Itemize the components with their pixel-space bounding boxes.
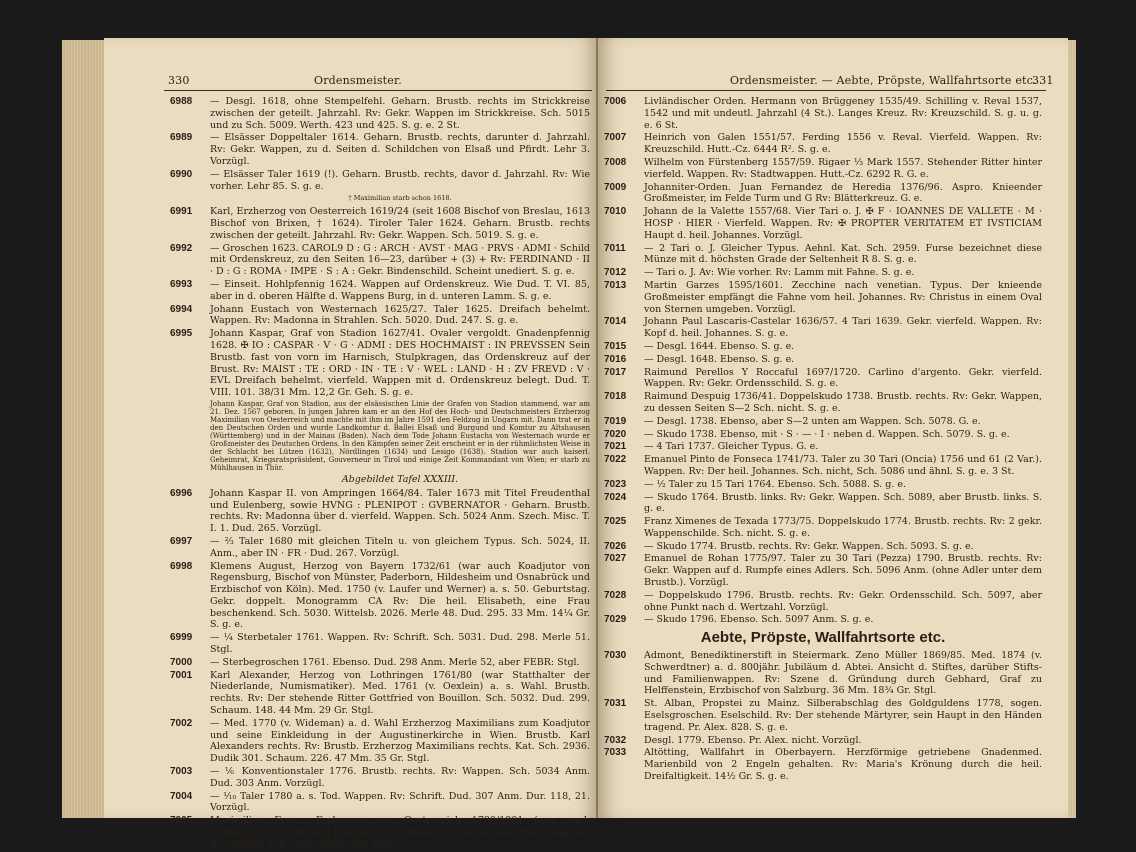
left-page: [104, 38, 598, 850]
lot-number: 6995: [170, 328, 193, 340]
lot-description: Heinrich von Galen 1551/57. Ferding 1556 v. Reval. Vierfeld. Wappen. Rv: Kreuzschild. Hutt.-Cz. 6444 R². S. g. e.: [644, 132, 1042, 156]
lot-number: 7029: [604, 614, 627, 626]
lot-number: 7028: [604, 589, 627, 601]
lot-number: 6997: [170, 535, 193, 547]
catalog-entry: [604, 157, 1042, 181]
lot-number: 7000: [170, 656, 193, 668]
lot-number: 7021: [604, 441, 627, 453]
lot-description: — ⅙ Konventionstaler 1776. Brustb. rechts. Rv: Wappen. Sch. 5034 Anm. Dud. 303 Anm. Vorzügl.: [210, 766, 590, 789]
catalog-entry: [604, 553, 1042, 588]
lot-description: Karl, Erzherzog von Oesterreich 1619/24 (seit 1608 Bischof von Breslau, 1613 Bischof von Brixen, † 1624). Tiroler Taler 1624. Geharn. Brustb. rechts zwischen der geteilt. Jahrzahl. Rv: Gekr. Wappen. Sch. 5019. S. g. e.: [210, 206, 590, 241]
catalog-entry: [604, 206, 1042, 241]
lot-description: — Elsässer Taler 1619 (!). Geharn. Brustb. rechts, davor d. Jahrzahl. Rv: Wie vorher. Lehr 85. S. g. e.: [210, 168, 590, 192]
catalog-entry: [604, 280, 1042, 315]
catalog-entry: [170, 132, 590, 167]
catalog-entry: [604, 182, 1042, 206]
catalog-entry: [170, 206, 590, 241]
catalog-entry: [170, 328, 590, 399]
lot-description: Wilhelm von Fürstenberg 1557/59. Rigaer ⅓ Mark 1557. Stehender Ritter hinter vierfeld. Wappen. Rv: Stadtwappen. Hutt.-Cz. 6292 R. G. e.: [644, 156, 1042, 180]
biographical-note: Johann Kaspar, Graf von Stadion, aus der elsässischen Linie der Grafen von Stadion stammend, war am 21. Dez. 1567 geboren. In jungen Jahren kam er an den Hof des Hoch- und Deutschmeisters Erzherzog Maximilian von Oesterreich und machte mit ihm im Jahre 1591 den Feldzug in Ungarn mit. Dann trat er in den Deutschen Orden und wurde Landkomtur d. Ballei Elsaß und Burgund und Komtur zu Altshausen (Württemberg) und in der Mainau (Baden). Nach dem Tode Johann Eustachs von Westernach wurde er Großmeister des Deutschen Ordens. In den Kämpfen seiner Zeit erscheint er in der rühmlichsten Weise in der Schlacht bei Lützen (1632), Nördlingen (1634) und Lesigo (1638). Stadion war auch kaiserl. Geheimrat, Kriegsratspräsident, Gouverneur in Tirol und einige Zeit Kommandant von Wien; er starb zu Mühlhausen in Thür.: [210, 399, 590, 472]
catalog-entry: [170, 632, 590, 656]
catalog-entry: [170, 766, 590, 790]
lot-number: 7017: [604, 366, 627, 378]
lot-number: 7022: [604, 454, 627, 466]
lot-description: — Med. 1770 (v. Wideman) a. d. Wahl Erzherzog Maximilians zum Koadjutor und seine Einkleidung in der Augustinerkirche in Wien. Brustb. Karl Alexanders rechts. Rv: Brustb. Erzherzog Maximilians rechts. Kat. Sch. 2936. Dudik 301. Schaum. 226. 47 Mm. 35 Gr. Stgl.: [210, 717, 590, 765]
lot-number: 7010: [604, 206, 627, 218]
page-number: 331: [1032, 74, 1054, 87]
lot-number: 6991: [170, 206, 193, 218]
catalog-entry: [604, 441, 1042, 453]
right-page: [598, 38, 1068, 818]
lot-number: 7019: [604, 415, 627, 427]
lot-number: 7026: [604, 540, 627, 552]
catalog-entry: [604, 614, 1042, 626]
catalog-entry: [170, 488, 590, 535]
lot-number: 7006: [604, 96, 627, 107]
book-page-edges-left: [62, 40, 106, 818]
lot-description: Johann de la Valette 1557/68. Vier Tari o. J. ✠ F · IOANNES DE VALLETE · M · HOSP · HIER · Vierfeld. Wappen. Rv: ✠ PROPTER VERITATEM ET IVSTICIAM Haupt d. heil. Johannes. Vorzügl.: [644, 206, 1042, 241]
lot-number: 7003: [170, 766, 193, 778]
lot-number: 7031: [604, 698, 627, 710]
lot-description: Klemens August, Herzog von Bayern 1732/61 (war auch Koadjutor von Regensburg, Bischof von Münster, Paderborn, Hildesheim und Osnabrück und Erzbischof von Köln). Med. 1750 (v. Laufer und Werner) a. s. 50. Geburtstag. Gekr. doppelt. Monogramm CA Rv: Die heil. Elisabeth, eine Frau beschenkend. Sch. 5030. Wittelsb. 2026. Merle 48. Dud. 295. 33 Mm. 14¼ Gr. S. g. e.: [210, 560, 590, 631]
lot-description: — Skudo 1738. Ebenso, mit · S · — · I · neben d. Wappen. Sch. 5079. S. g. e.: [644, 428, 1010, 440]
lot-number: 7032: [604, 734, 627, 746]
lot-description: Admont, Benediktinerstift in Steiermark. Zeno Müller 1869/85. Med. 1874 (v. Schwerdtner) a. d. 800jähr. Jubiläum d. Abtei. Ansicht d. Stiftes, darüber Stifts- und Familienwappen. Rv: Szene d. Gründung durch Gebhard, Graf zu Helffenstein, Erzbischof von Salzburg. 36 Mm. 18¾ Gr. Stgl.: [644, 650, 1042, 697]
catalog-entry: [604, 698, 1042, 733]
lot-description: — Tari o. J. Av: Wie vorher. Rv: Lamm mit Fahne. S. g. e.: [644, 267, 915, 279]
catalog-entry: [604, 479, 1042, 491]
header-rule: [606, 90, 1046, 91]
lot-number: 7008: [604, 156, 627, 168]
lot-number: 6993: [170, 278, 193, 290]
catalog-entry: [604, 516, 1042, 540]
lot-number: 7011: [604, 242, 626, 254]
lot-description: — Desgl. 1618, ohne Stempelfehl. Geharn. Brustb. rechts im Strickkreise zwischen der geteilt. Jahrzahl. Rv: Gekr. Wappen im Strickkreise. Sch. 5015 und zu Sch. 5009. Werth. 423 und 425. S. g. e. 2 St.: [210, 96, 590, 131]
catalog-entry: [170, 670, 590, 717]
catalog-entry: [604, 243, 1042, 267]
lot-number: 7016: [604, 353, 627, 365]
lot-description: — ¹⁄₁₀ Taler 1780 a. s. Tod. Wappen. Rv: Schrift. Dud. 307 Anm. Dur. 118, 21. Vorzügl.: [210, 790, 590, 814]
lot-number: 7018: [604, 391, 627, 403]
lot-description: Emanuel Pinto de Fonseca 1741/73. Taler zu 30 Tari (Oncia) 1756 und 61 (2 Var.). Wappen. Rv: Der heil. Johannes. Sch. nicht, Sch. 5086 und ähnl. S. g. e. 3 St.: [644, 454, 1042, 477]
catalog-entry: [604, 391, 1042, 415]
lot-description: — Groschen 1623. CAROL9 D : G : ARCH · AVST · MAG · PRVS · ADMI · Schild mit Ordenskreuz, zu den Seiten 16—23, darüber + (3) + Rv: FERDINAND · II · D : G : ROMA · IMPE · S : A : Gekr. Bindenschild. Scheint unediert. S. g. e.: [210, 242, 590, 278]
catalog-entry: [604, 650, 1042, 697]
lot-number: 7027: [604, 553, 627, 565]
lot-description: — Skudo 1764. Brustb. links. Rv: Gekr. Wappen. Sch. 5089, aber Brustb. links. S. g. e.: [644, 491, 1042, 515]
lot-number: 7024: [604, 491, 627, 503]
page-number: 330: [168, 74, 190, 87]
lot-description: Desgl. 1779. Ebenso. Pr. Alex. nicht. Vorzügl.: [644, 734, 862, 746]
lot-description: Altötting, Wallfahrt in Oberbayern. Herzförmige getriebene Gnadenmed. Marienbild von 2 Engeln gehalten. Rv: Maria's Krönung durch die heil. Dreifaltigkeit. 14½ Gr. S. g. e.: [644, 747, 1042, 783]
lot-number: 7007: [604, 132, 627, 144]
lot-number: 6999: [170, 632, 193, 644]
lot-description: Karl Alexander, Herzog von Lothringen 1761/80 (war Statthalter der Niederlande, Numismatiker). Med. 1761 (v. Oexlein) a. s. Wahl. Brustb. rechts. Rv: Der stehende Ritter Gottfried von Bouillon. Sch. 5032. Dud. 299. Schaum. 148. 44 Mm. 29 Gr. Stgl.: [210, 669, 590, 717]
catalog-entry: [604, 590, 1042, 614]
catalog-entry: [170, 657, 590, 669]
lot-number: 6990: [170, 168, 193, 180]
catalog-entry: [604, 354, 1042, 366]
catalog-entry: [170, 304, 590, 328]
catalog-entry: [604, 316, 1042, 340]
lot-description: — Skudo 1774. Brustb. rechts. Rv: Gekr. Wappen. Sch. 5093. S. g. e.: [644, 540, 974, 552]
catalog-entry: [170, 561, 590, 632]
lot-number: 7004: [170, 790, 193, 802]
lot-description: — Desgl. 1738. Ebenso, aber S—2 unten am Wappen. Sch. 5078. G. e.: [644, 415, 981, 427]
lot-description: — 2 Tari o. J. Gleicher Typus. Aehnl. Kat. Sch. 2959. Furse bezeichnet diese Münze mit d. höchsten Grade der Seltenheit R 8. S. g. e.: [644, 242, 1042, 266]
lot-description: Raimund Perellos Y Roccaful 1697/1720. Carlino d'argento. Gekr. vierfeld. Wappen. Rv: Gekr. Ordensschild. S. g. e.: [644, 366, 1042, 390]
catalog-entry: [604, 735, 1042, 747]
catalog-entry: [170, 96, 590, 131]
lot-number: 7002: [170, 717, 193, 729]
lot-description: — Doppelskudo 1796. Brustb. rechts. Rv: Gekr. Ordensschild. Sch. 5097, aber ohne Punkt nach d. Wertzahl. Vorzügl.: [644, 589, 1042, 613]
lot-description: — Desgl. 1648. Ebenso. S. g. e.: [644, 353, 795, 365]
lot-number: 7023: [604, 478, 627, 490]
lot-description: — Elsässer Doppeltaler 1614. Geharn. Brustb. rechts, darunter d. Jahrzahl. Rv: Gekr. Wappen, zu d. Seiten d. Schildchen von Elsaß und Pfirdt. Lehr 3. Vorzügl.: [210, 132, 590, 167]
footnote: † Maximilian starb schon 1618.: [348, 194, 452, 203]
lot-description: Johann Kaspar, Graf von Stadion 1627/41. Ovaler vergoldt. Gnadenpfennig 1628. ✠ IO : CASPAR · V · G · ADMI : DES HOCHMAIST : IN PREVSSEN Sein Brustb. fast von vorn im Harnisch, Stulpkragen, das Ordenskreuz auf der Brust. Rv: MAIST : TE : ORD · IN · TE : V · WEL : LAND · H : ZV FREVD : V · EVL Dreifach behelmt. vierfeld. Wappen mit d. Ordenskreuz belegt. Dud. T. VIII. 101. 38/31 Mm. 12,2 Gr. Geh. S. g. e.: [210, 328, 590, 399]
catalog-entry: [604, 747, 1042, 782]
lot-number: 7014: [604, 316, 627, 328]
catalog-entry: [604, 367, 1042, 391]
lot-description: Johanniter-Orden. Juan Fernandez de Heredia 1376/96. Aspro. Knieender Großmeister, im Felde Turm und G Rv: Blätterkreuz. G. e.: [644, 181, 1042, 205]
catalog-entry: [604, 416, 1042, 428]
lot-number: 7013: [604, 279, 627, 291]
catalog-entry: [170, 718, 590, 765]
lot-number: 7015: [604, 340, 627, 352]
section-heading: Aebte, Pröpste, Wallfahrtsorte etc.: [700, 629, 946, 647]
catalog-entry: [604, 132, 1042, 156]
catalog-entry: [604, 492, 1042, 516]
lot-number: 7033: [604, 747, 627, 759]
catalog-entries: [604, 96, 1042, 784]
lot-number: 6989: [170, 132, 193, 144]
running-title: Ordensmeister. — Aebte, Pröpste, Wallfahrtsorte etc.: [730, 74, 1037, 87]
catalog-entry: [604, 267, 1042, 279]
lot-description: Franz Ximenes de Texada 1773/75. Doppelskudo 1774. Brustb. rechts. Rv: 2 gekr. Wappenschilde. Sch. nicht. S. g. e.: [644, 516, 1042, 539]
catalog-entry: [170, 815, 590, 850]
header-rule: [164, 90, 592, 91]
lot-number: 7030: [604, 650, 627, 662]
lot-number: 6998: [170, 560, 193, 572]
lot-number: 7020: [604, 428, 627, 440]
lot-description: Johann Kaspar II. von Ampringen 1664/84. Taler 1673 mit Titel Freudenthal und Eulenberg, sowie HVNG : PLENIPOT : GVBERNATOR · Geharn. Brustb. rechts. Rv: Madonna über d. vierfeld. Wappen. Sch. 5024 Anm. Szech. Misc. T. I. 1. Dud. 265. Vorzügl.: [210, 487, 590, 535]
catalog-entry: [604, 341, 1042, 353]
lot-description: — ⅔ Taler 1680 mit gleichen Titeln u. von gleichem Typus. Sch. 5024, II. Anm., aber IN · FR · Dud. 267. Vorzügl.: [210, 535, 590, 559]
lot-number: 6994: [170, 303, 193, 315]
lot-number: 7012: [604, 267, 627, 279]
plate-caption: Abgebildet Tafel XXXIII.: [341, 473, 459, 485]
lot-description: Johann Eustach von Westernach 1625/27. Taler 1625. Dreifach behelmt. Wappen. Rv: Madonna in Strahlen. Sch. 5020. Dud. 247. S. g. e.: [210, 303, 590, 327]
lot-description: Johann Paul Lascaris-Castelar 1636/57. 4 Tari 1639. Gekr. vierfeld. Wappen. Rv: Kopf d. heil. Johannes. S. g. e.: [644, 316, 1042, 340]
lot-description: — Sterbegroschen 1761. Ebenso. Dud. 298 Anm. Merle 52, aber FEBR: Stgl.: [210, 656, 580, 668]
lot-description: — Desgl. 1644. Ebenso. S. g. e.: [644, 340, 795, 352]
lot-description: St. Alban, Propstei zu Mainz. Silberabschlag des Goldguldens 1778, sogen. Eselsgroschen. Eselschild. Rv: Der stehende Märtyrer, sein Haupt in den Händen tragend. Pr. Alex. 828. S. g. e.: [644, 698, 1042, 733]
catalog-entry: [604, 96, 1042, 131]
lot-number: 6996: [170, 487, 193, 499]
lot-description: — ½ Taler zu 15 Tari 1764. Ebenso. Sch. 5088. S. g. e.: [644, 478, 906, 490]
running-title: Ordensmeister.: [314, 74, 402, 87]
lot-description: Livländischer Orden. Hermann von Brüggeney 1535/49. Schilling v. Reval 1537, 1542 und mit undeutl. Jahrzahl (4 St.). Langes Kreuz. Rv: Kreuzschild. S. g. u. g. e. 6 St.: [644, 96, 1042, 131]
lot-number: 7005: [170, 815, 193, 827]
lot-description: — Einseit. Hohlpfennig 1624. Wappen auf Ordenskreuz. Wie Dud. T. VI. 85, aber in d. oberen Hälfte d. Wappens Burg, in d. unteren Lamm. S. g. e.: [210, 278, 590, 302]
catalog-entry: [170, 536, 590, 560]
lot-number: 7001: [170, 669, 193, 681]
lot-number: 6992: [170, 242, 193, 254]
catalog-entry: [170, 791, 590, 815]
lot-number: 7025: [604, 516, 627, 528]
catalog-entry: [170, 169, 590, 193]
lot-description: Raimund Despuig 1736/41. Doppelskudo 1738. Brustb. rechts. Rv: Gekr. Wappen, zu dessen Seiten S—2 Sch. nicht. S. g. e.: [644, 391, 1042, 414]
catalog-entry: [604, 541, 1042, 553]
lot-number: 7009: [604, 181, 627, 193]
lot-description: — ¼ Sterbetaler 1761. Wappen. Rv: Schrift. Sch. 5031. Dud. 298. Merle 51. Stgl.: [210, 632, 590, 656]
catalog-entry: [604, 454, 1042, 478]
catalog-entry: [170, 243, 590, 278]
lot-description: Martin Garzes 1595/1601. Zecchine nach venetian. Typus. Der knieende Großmeister empfängt die Fahne vom heil. Johannes. Rv: Christus in einem Oval von Sternen umgeben. Vorzügl.: [644, 279, 1042, 315]
catalog-entries: [170, 96, 590, 852]
lot-description: Maximilian Franz, Erzherzog von Oesterreich 1780/1801 (war auch Erzbischof von Cöln und Bischof von Münster). ⅙ Sterbetaler 1801. Wappen. Rv: Schrift. Sch. 5036. Dud. 315. Stgl.: [210, 815, 590, 850]
lot-number: 6988: [170, 96, 193, 107]
catalog-entry: [604, 429, 1042, 441]
lot-description: Emanuel de Rohan 1775/97. Taler zu 30 Tari (Pezza) 1790. Brustb. rechts. Rv: Gekr. Wappen auf d. Rumpfe eines Adlers. Sch. 5096 Anm. (ohne Adler unter dem Brustb.). Vorzügl.: [644, 553, 1042, 589]
lot-description: — Skudo 1796. Ebenso. Sch. 5097 Anm. S. g. e.: [644, 614, 874, 626]
lot-description: — 4 Tari 1737. Gleicher Typus. G. e.: [644, 441, 819, 453]
catalog-entry: [170, 279, 590, 303]
